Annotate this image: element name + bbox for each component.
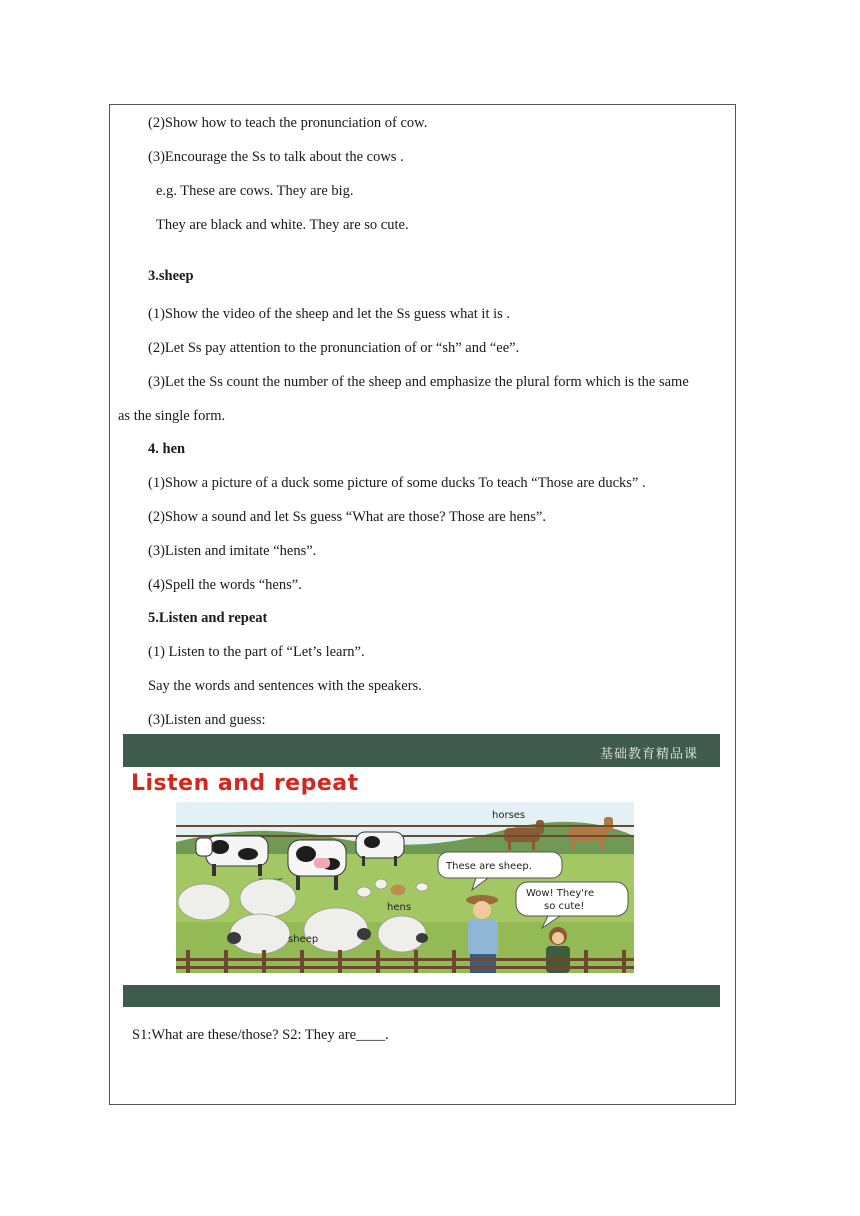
text-line: (2)Let Ss pay attention to the pronunciation of or “sh” and “ee”. bbox=[148, 340, 520, 356]
text-line: (3)Encourage the Ss to talk about the cows . bbox=[148, 149, 404, 165]
text-line: (1)Show the video of the sheep and let the Ss guess what it is . bbox=[148, 306, 511, 322]
text-line: (2)Show a sound and let Ss guess “What are those? Those are hens”. bbox=[148, 509, 546, 525]
text-line: (1)Show a picture of a duck some picture of some ducks To teach “Those are ducks” . bbox=[148, 475, 646, 491]
farm-scene-illustration bbox=[176, 802, 634, 973]
svg-text:These are sheep.: These are sheep. bbox=[446, 861, 532, 872]
label-sheep: sheep bbox=[288, 934, 319, 945]
text-line: (2)Show how to teach the pronunciation of cow. bbox=[148, 115, 428, 131]
section-heading: 5.Listen and repeat bbox=[148, 610, 268, 626]
slide-body bbox=[123, 767, 720, 985]
text-line: (3)Listen and guess: bbox=[148, 712, 266, 728]
svg-text:so cute!: so cute! bbox=[544, 901, 585, 912]
slide-title: Listen and repeat bbox=[131, 771, 359, 796]
text-line: (3)Let the Ss count the number of the sheep and emphasize the plural form which is the same bbox=[148, 374, 689, 390]
text-line: They are black and white. They are so cute. bbox=[156, 217, 409, 233]
text-line: Say the words and sentences with the speakers. bbox=[148, 678, 422, 694]
label-hens: hens bbox=[387, 902, 412, 913]
slide-header-bar bbox=[123, 734, 720, 767]
slide-footer-bar bbox=[123, 985, 720, 1007]
text-line: e.g. These are cows. They are big. bbox=[156, 183, 354, 199]
text-line: as the single form. bbox=[118, 408, 226, 424]
label-horses: horses bbox=[492, 810, 526, 821]
slide-brand-text: 基础教育精品课 bbox=[599, 747, 698, 762]
text-line: (1) Listen to the part of “Let’s learn”. bbox=[148, 644, 365, 660]
svg-text:Wow! They're: Wow! They're bbox=[526, 888, 595, 899]
lesson-slide-image bbox=[123, 734, 720, 1007]
section-heading: 4. hen bbox=[148, 441, 186, 457]
text-line: (3)Listen and imitate “hens”. bbox=[148, 543, 317, 559]
section-heading: 3.sheep bbox=[148, 268, 194, 284]
dialogue-line: S1:What are these/those? S2: They are____. bbox=[132, 1027, 389, 1043]
text-line: (4)Spell the words “hens”. bbox=[148, 577, 302, 593]
